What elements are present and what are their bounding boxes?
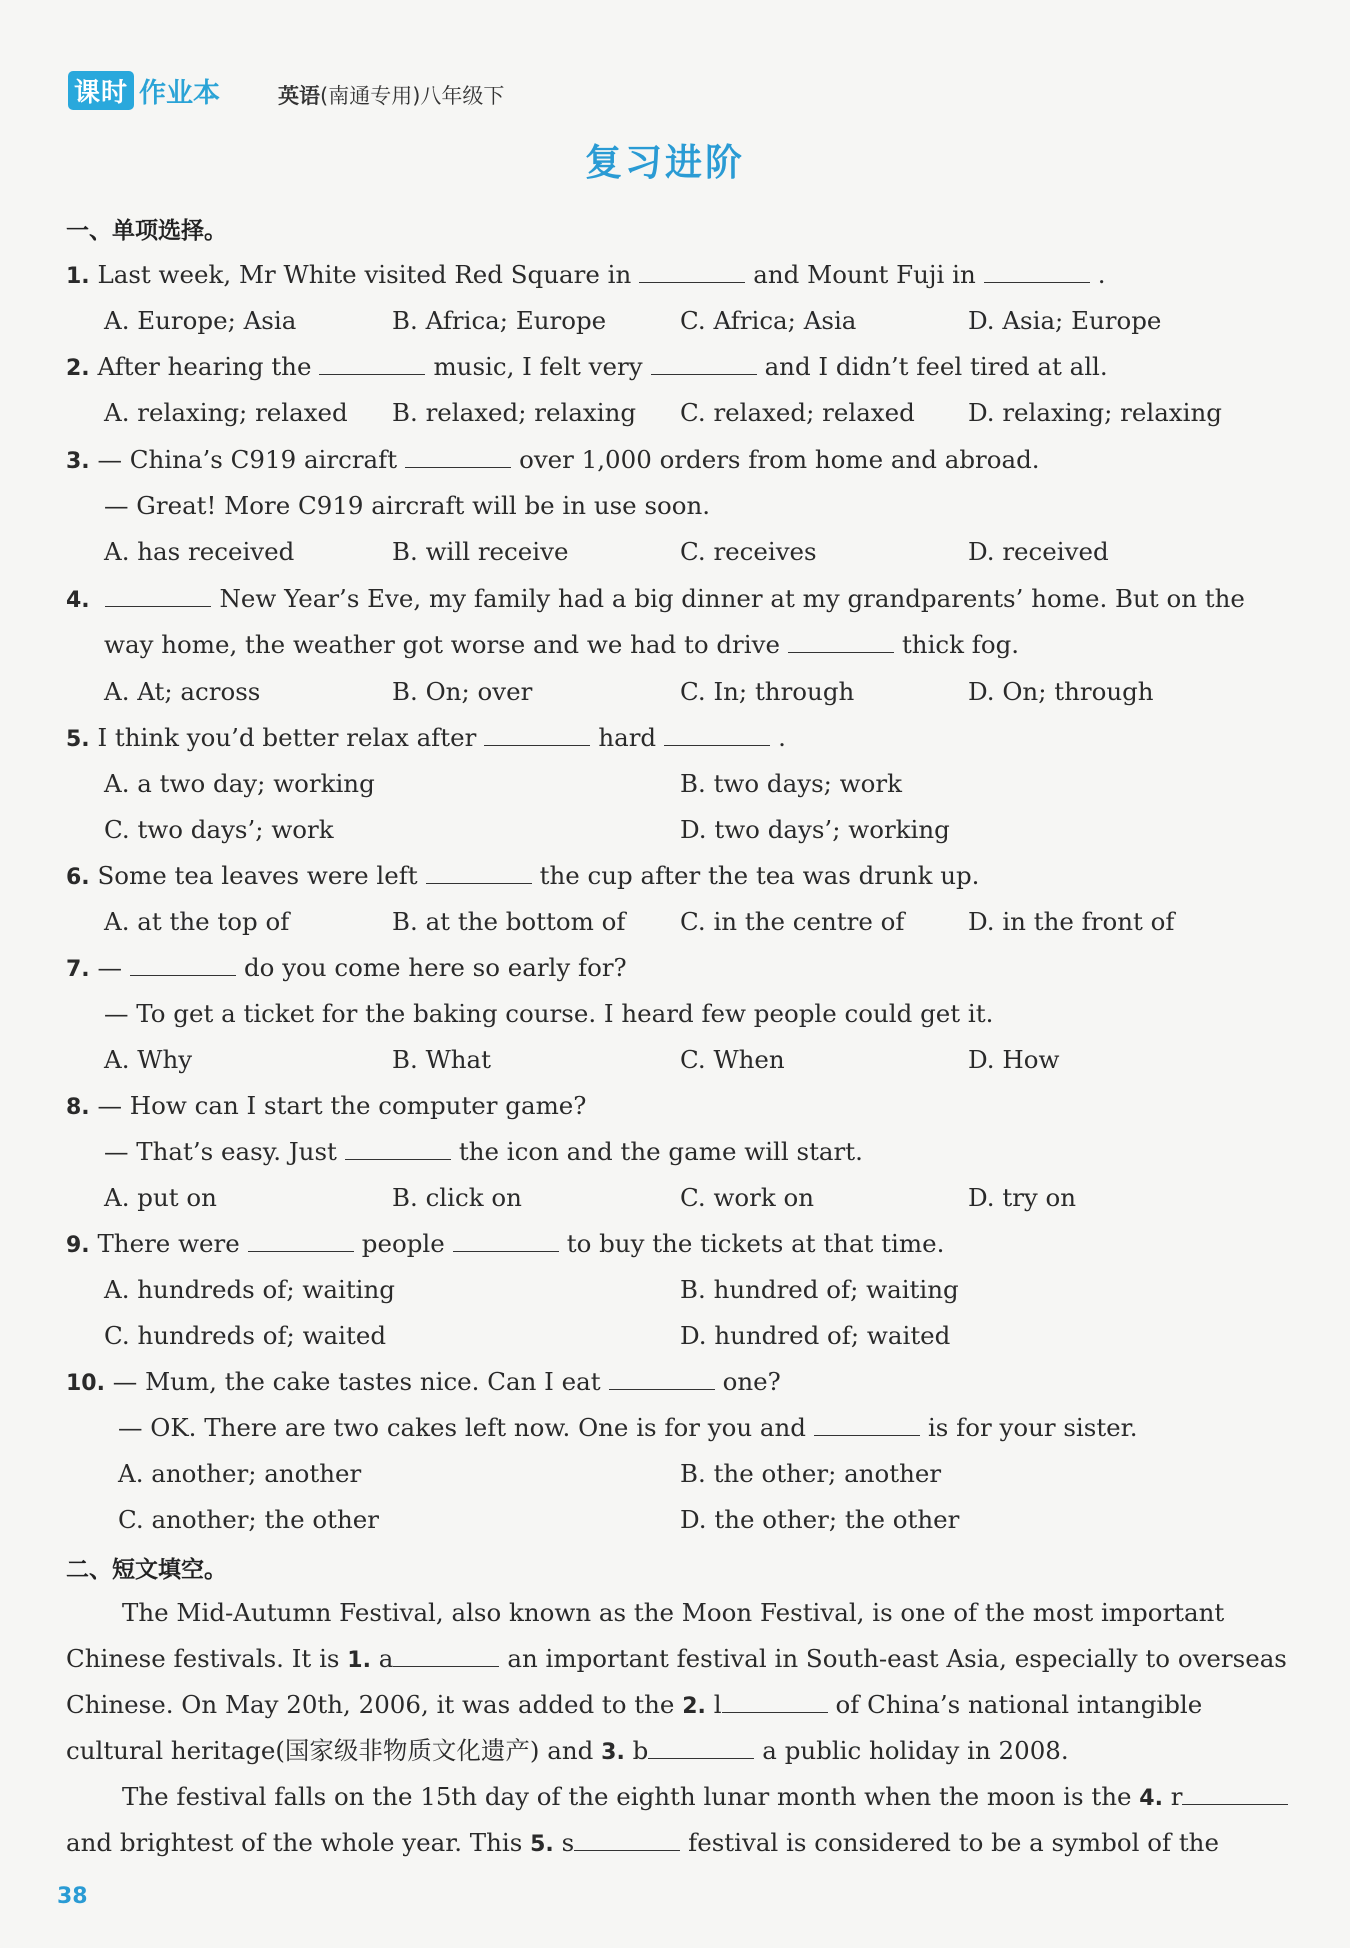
q4-option-c[interactable]: C. In; through bbox=[680, 677, 855, 706]
q7-option-d[interactable]: D. How bbox=[968, 1045, 1060, 1074]
q1-option-b[interactable]: B. Africa; Europe bbox=[392, 306, 607, 335]
answer-blank[interactable] bbox=[105, 584, 211, 607]
q6-option-c[interactable]: C. in the centre of bbox=[680, 907, 905, 936]
answer-blank[interactable] bbox=[648, 1736, 754, 1759]
q5-option-c[interactable]: C. two days’; work bbox=[104, 815, 334, 844]
q5-option-a[interactable]: A. a two day; working bbox=[104, 769, 375, 798]
answer-blank[interactable] bbox=[788, 630, 894, 653]
q1-option-c[interactable]: C. Africa; Asia bbox=[680, 306, 857, 335]
answer-blank[interactable] bbox=[484, 723, 590, 746]
answer-blank[interactable] bbox=[405, 445, 511, 468]
q2-option-d[interactable]: D. relaxing; relaxing bbox=[968, 398, 1222, 427]
q10-option-a[interactable]: A. another; another bbox=[118, 1459, 362, 1488]
q4-option-a[interactable]: A. At; across bbox=[104, 677, 261, 706]
answer-blank[interactable] bbox=[639, 260, 745, 283]
q9-option-b[interactable]: B. hundred of; waiting bbox=[680, 1275, 959, 1304]
q1-option-a[interactable]: A. Europe; Asia bbox=[104, 306, 297, 335]
q10-option-c[interactable]: C. another; the other bbox=[118, 1505, 379, 1534]
question-7: 7. — do you come here so early for? bbox=[66, 953, 627, 982]
q7-option-c[interactable]: C. When bbox=[680, 1045, 785, 1074]
passage-line-3: Chinese. On May 20th, 2006, it was added to the 2. l of China’s national intangible bbox=[66, 1690, 1203, 1719]
q8-option-a[interactable]: A. put on bbox=[104, 1183, 217, 1212]
page-title: 复习进阶 bbox=[585, 141, 745, 184]
subject-line bbox=[278, 80, 504, 110]
q2-option-c[interactable]: C. relaxed; relaxed bbox=[680, 398, 915, 427]
q4-option-b[interactable]: B. On; over bbox=[392, 677, 533, 706]
passage-line-2: Chinese festivals. It is 1. a an important festival in South-east Asia, especially to overseas bbox=[66, 1644, 1287, 1673]
q7-option-b[interactable]: B. What bbox=[392, 1045, 491, 1074]
answer-blank[interactable] bbox=[130, 953, 236, 976]
answer-blank[interactable] bbox=[651, 352, 757, 375]
question-2: 2. After hearing the music, I felt very and I didn’t feel tired at all. bbox=[66, 352, 1108, 381]
q6-option-d[interactable]: D. in the front of bbox=[968, 907, 1175, 936]
q7-option-a[interactable]: A. Why bbox=[104, 1045, 193, 1074]
q8-option-c[interactable]: C. work on bbox=[680, 1183, 815, 1212]
q5-option-b[interactable]: B. two days; work bbox=[680, 769, 902, 798]
question-1: 1. Last week, Mr White visited Red Square in and Mount Fuji in . bbox=[66, 260, 1106, 289]
section-heading-2: 二、短文填空。 bbox=[66, 1557, 227, 1583]
answer-blank[interactable] bbox=[453, 1229, 559, 1252]
passage-line-5: The festival falls on the 15th day of the eighth lunar month when the moon is the 4. r bbox=[122, 1782, 1317, 1814]
answer-blank[interactable] bbox=[664, 723, 770, 746]
answer-blank[interactable] bbox=[984, 260, 1090, 283]
passage-line-1: The Mid-Autumn Festival, also known as the Moon Festival, is one of the most important bbox=[122, 1598, 1225, 1627]
answer-blank[interactable] bbox=[248, 1229, 354, 1252]
question-8: 8. — How can I start the computer game? bbox=[66, 1091, 587, 1120]
question-4-cont: way home, the weather got worse and we had to drive thick fog. bbox=[104, 630, 1020, 659]
book-logo bbox=[68, 72, 220, 108]
answer-blank[interactable] bbox=[319, 352, 425, 375]
q9-option-c[interactable]: C. hundreds of; waited bbox=[104, 1321, 387, 1350]
question-3-reply: — Great! More C919 aircraft will be in use soon. bbox=[104, 491, 711, 520]
q10-option-b[interactable]: B. the other; another bbox=[680, 1459, 942, 1488]
q10-option-d[interactable]: D. the other; the other bbox=[680, 1505, 960, 1534]
answer-blank[interactable] bbox=[345, 1137, 451, 1160]
q9-option-a[interactable]: A. hundreds of; waiting bbox=[104, 1275, 395, 1304]
answer-blank[interactable] bbox=[722, 1690, 828, 1713]
answer-blank[interactable] bbox=[609, 1367, 715, 1390]
q3-option-c[interactable]: C. receives bbox=[680, 537, 817, 566]
q3-option-d[interactable]: D. received bbox=[968, 537, 1109, 566]
q8-option-b[interactable]: B. click on bbox=[392, 1183, 522, 1212]
passage-line-6: and brightest of the whole year. This 5. s festival is considered to be a symbol of the bbox=[66, 1828, 1219, 1857]
q3-option-b[interactable]: B. will receive bbox=[392, 537, 569, 566]
question-10-reply: — OK. There are two cakes left now. One is for you and is for your sister. bbox=[118, 1413, 1138, 1442]
question-7-reply: — To get a ticket for the baking course. I heard few people could get it. bbox=[104, 999, 994, 1028]
question-5: 5. I think you’d better relax after hard . bbox=[66, 723, 786, 752]
question-3: 3. — China’s C919 aircraft over 1,000 orders from home and abroad. bbox=[66, 445, 1040, 474]
q6-option-a[interactable]: A. at the top of bbox=[104, 907, 290, 936]
q2-option-b[interactable]: B. relaxed; relaxing bbox=[392, 398, 637, 427]
question-9: 9. There were people to buy the tickets at that time. bbox=[66, 1229, 945, 1258]
passage-line-4: cultural heritage(国家级非物质文化遗产) and 3. b a public holiday in 2008. bbox=[66, 1736, 1069, 1765]
question-8-reply: — That’s easy. Just the icon and the game will start. bbox=[104, 1137, 863, 1166]
logo-main: 课时 bbox=[68, 71, 134, 110]
logo-sub: 作业本 bbox=[139, 77, 221, 109]
question-4: 4. New Year’s Eve, my family had a big dinner at my grandparents’ home. But on the bbox=[66, 584, 1245, 613]
q9-option-d[interactable]: D. hundred of; waited bbox=[680, 1321, 951, 1350]
edition: (南通专用)八年级下 bbox=[320, 84, 505, 108]
answer-blank[interactable] bbox=[574, 1828, 680, 1851]
q3-option-a[interactable]: A. has received bbox=[104, 537, 295, 566]
answer-blank[interactable] bbox=[426, 861, 532, 884]
question-10: 10. — Mum, the cake tastes nice. Can I eat one? bbox=[66, 1367, 781, 1396]
q6-option-b[interactable]: B. at the bottom of bbox=[392, 907, 626, 936]
answer-blank[interactable] bbox=[814, 1413, 920, 1436]
page-number: 38 bbox=[57, 1884, 88, 1909]
q4-option-d[interactable]: D. On; through bbox=[968, 677, 1154, 706]
answer-blank[interactable] bbox=[1182, 1782, 1288, 1805]
q8-option-d[interactable]: D. try on bbox=[968, 1183, 1077, 1212]
section-heading-1: 一、单项选择。 bbox=[66, 218, 227, 244]
question-6: 6. Some tea leaves were left the cup after the tea was drunk up. bbox=[66, 861, 980, 890]
q1-option-d[interactable]: D. Asia; Europe bbox=[968, 306, 1162, 335]
q5-option-d[interactable]: D. two days’; working bbox=[680, 815, 950, 844]
subject: 英语 bbox=[278, 84, 320, 108]
answer-blank[interactable] bbox=[393, 1644, 499, 1667]
q2-option-a[interactable]: A. relaxing; relaxed bbox=[104, 398, 348, 427]
